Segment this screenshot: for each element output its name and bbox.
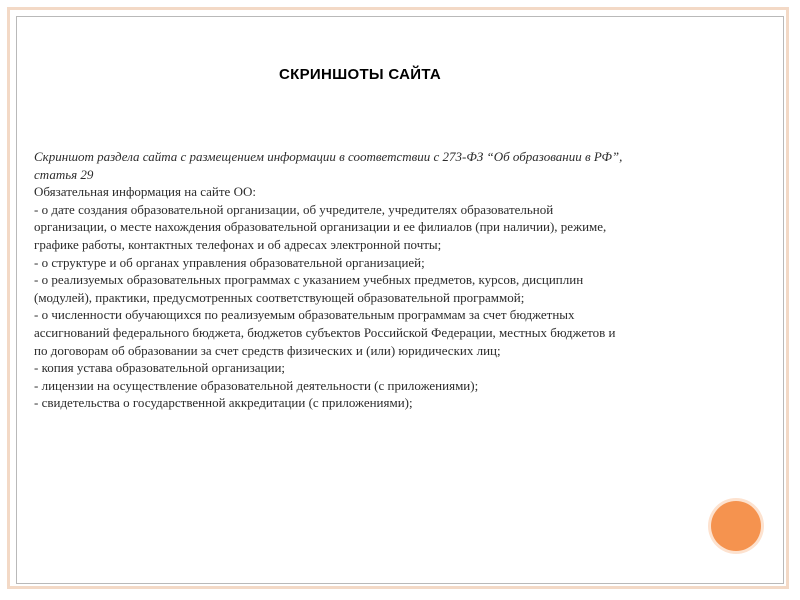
slide-title: СКРИНШОТЫ САЙТА	[279, 66, 441, 83]
intro-text: Обязательная информация на сайте ОО:	[34, 184, 256, 200]
list-item: - копия устава образовательной организации;	[34, 360, 286, 376]
list-item: - о дате создания образовательной организации, об учредителе, учредителях образовательной	[34, 201, 554, 217]
list-item: - о численности обучающихся по реализуемым образовательным программам за счет бюджетных	[34, 307, 575, 323]
list-item: (модулей), практики, предусмотренных соответствующей образовательной программой;	[34, 289, 525, 305]
list-item: организации, о месте нахождения образовательной организации и ее филиалов (при наличии), режиме,	[34, 219, 607, 235]
list-item: по договорам об образовании за счет средств физических и (или) юридических лиц;	[34, 342, 501, 358]
caption-line-2: статья 29	[34, 166, 94, 182]
decorative-circle	[711, 501, 761, 551]
list-item: ассигнований федерального бюджета, бюджетов субъектов Российской Федерации, местных бюджетов и	[34, 324, 616, 340]
slide-body	[34, 148, 754, 412]
list-item: - лицензии на осуществление образовательной деятельности (с приложениями);	[34, 377, 479, 393]
list-item: графике работы, контактных телефонах и об адресах электронной почты;	[34, 236, 442, 252]
list-item: - о реализуемых образовательных программах с указанием учебных предметов, курсов, дисциплин	[34, 272, 584, 288]
caption-line-1: Скриншот раздела сайта с размещением информации в соответствии с 273-ФЗ “Об образовании в РФ”,	[34, 149, 623, 164]
list-item: - свидетельства о государственной аккредитации (с приложениями);	[34, 395, 413, 411]
list-item: - о структуре и об органах управления образовательной организацией;	[34, 254, 425, 270]
